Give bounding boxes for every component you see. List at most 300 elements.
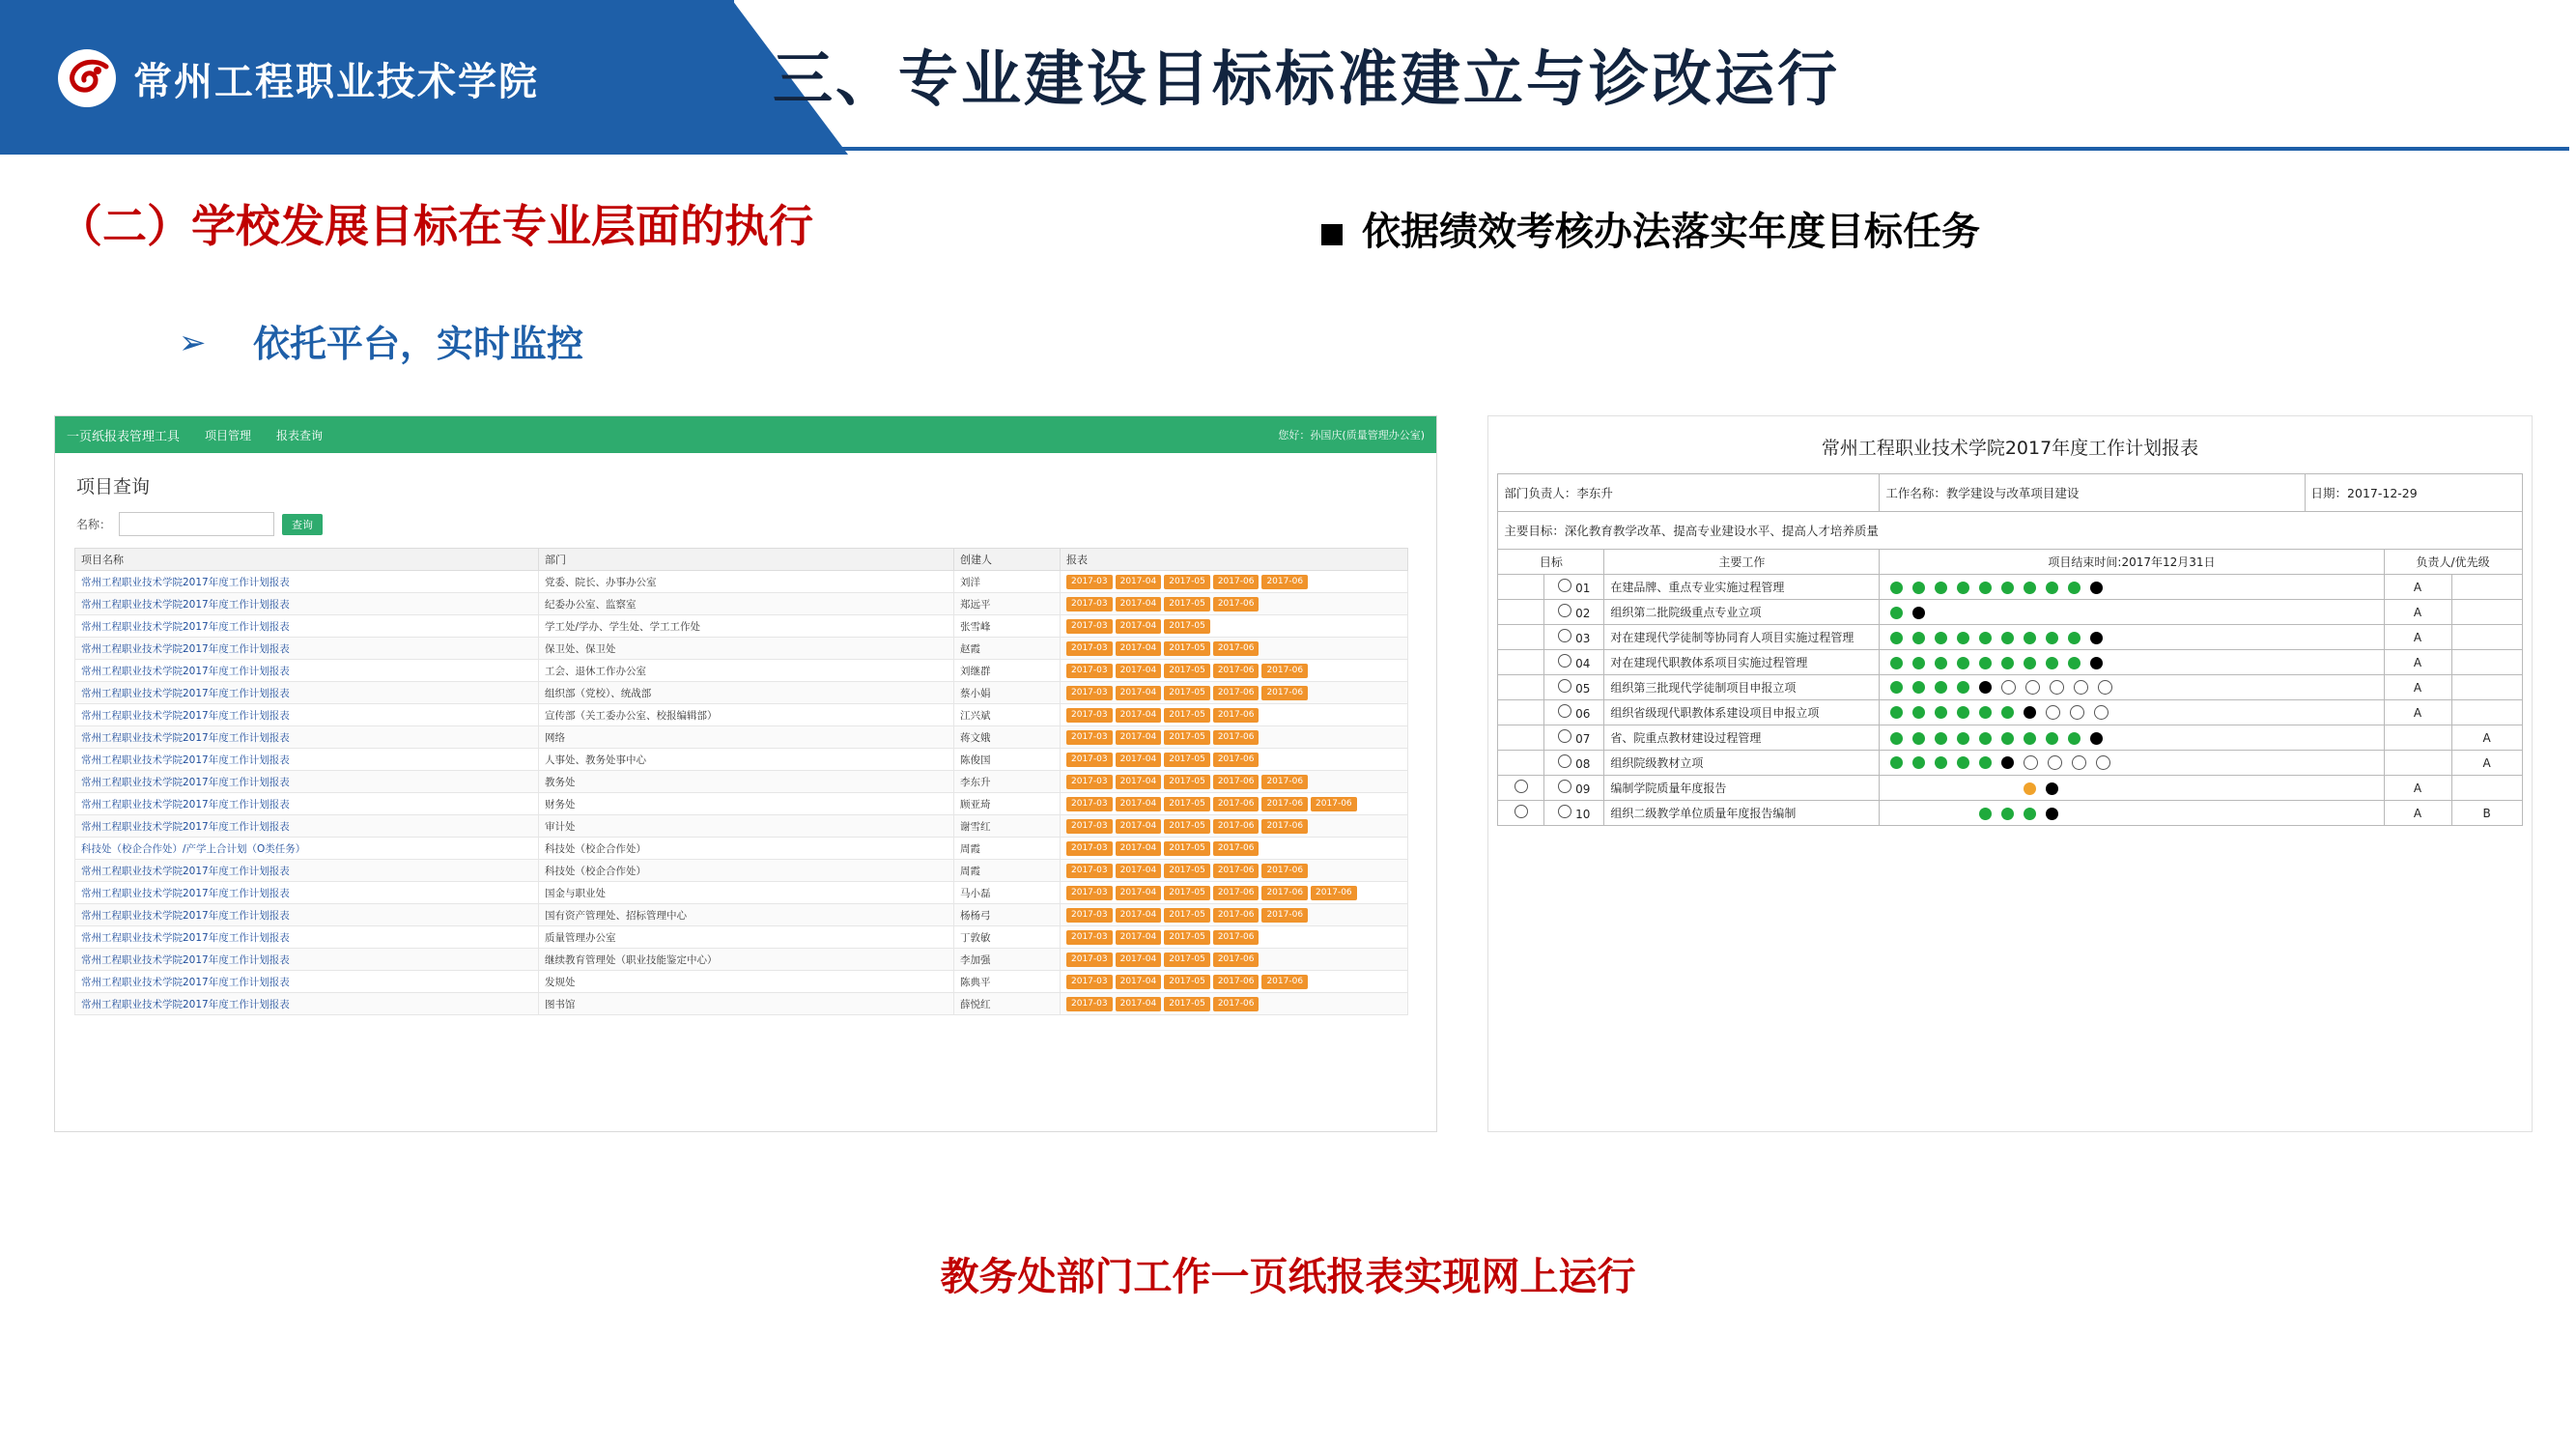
progress-dot-green [1979, 808, 1992, 820]
report-tag[interactable]: 2017-04 [1116, 797, 1162, 811]
report-tag[interactable]: 2017-05 [1164, 664, 1210, 678]
report-tag[interactable]: 2017-05 [1164, 686, 1210, 700]
progress-dot-black [1979, 681, 1992, 694]
report-tag[interactable]: 2017-05 [1164, 908, 1210, 923]
cell-item-no: 10 [1544, 801, 1604, 826]
progress-dot-green [1935, 582, 1947, 594]
table-row[interactable] [75, 593, 1408, 615]
cell-project-name: 常州工程职业技术学院2017年度工作计划报表 [75, 615, 539, 638]
cell-project-name: 常州工程职业技术学院2017年度工作计划报表 [75, 793, 539, 815]
table-row[interactable] [75, 904, 1408, 926]
cell-goal-radio[interactable] [1498, 700, 1544, 725]
report-tag[interactable]: 2017-03 [1066, 597, 1113, 611]
cell-creator: 张雪峰 [954, 615, 1061, 638]
cell-item-no: 06 [1544, 700, 1604, 725]
progress-dot-open [2074, 680, 2088, 695]
progress-dot-open [2096, 755, 2110, 770]
cell-department: 发规处 [539, 971, 954, 993]
table-row[interactable] [75, 726, 1408, 749]
report-tag[interactable]: 2017-03 [1066, 708, 1113, 723]
report-tag[interactable]: 2017-06 [1213, 952, 1260, 967]
radio-icon[interactable] [1558, 654, 1571, 668]
report-tag[interactable]: 2017-05 [1164, 619, 1210, 634]
table-row[interactable] [75, 993, 1408, 1015]
cell-item-no: 04 [1544, 650, 1604, 675]
report-tag[interactable]: 2017-06 [1261, 686, 1308, 700]
cell-report-tags [1061, 971, 1408, 993]
progress-dot-green [1935, 632, 1947, 644]
cell-department: 国有资产管理处、招标管理中心 [539, 904, 954, 926]
report-tag[interactable]: 2017-03 [1066, 753, 1113, 767]
progress-dot-green [2068, 657, 2081, 669]
report-tag[interactable]: 2017-06 [1261, 775, 1308, 789]
cell-department: 党委、院长、办事办公室 [539, 571, 954, 593]
report-tag[interactable]: 2017-05 [1164, 708, 1210, 723]
report-tag[interactable]: 2017-05 [1164, 775, 1210, 789]
report-tag[interactable]: 2017-05 [1164, 841, 1210, 856]
radio-icon[interactable] [1558, 604, 1571, 617]
cell-creator: 陈俊国 [954, 749, 1061, 771]
cell-project-name: 常州工程职业技术学院2017年度工作计划报表 [75, 815, 539, 838]
report-tag[interactable]: 2017-06 [1213, 641, 1260, 656]
report-tag[interactable]: 2017-05 [1164, 864, 1210, 878]
cell-department: 科技处（校企合作处） [539, 860, 954, 882]
progress-dot-black [2090, 632, 2103, 644]
progress-dot-empty [1957, 782, 1969, 795]
cell-owner-primary [2384, 725, 2451, 751]
report-tag[interactable]: 2017-06 [1311, 886, 1357, 900]
report-tag[interactable]: 2017-04 [1116, 908, 1162, 923]
report-tag[interactable]: 2017-06 [1213, 686, 1260, 700]
section-heading-right: 依据绩效考核办法落实年度目标任务 [1362, 210, 1980, 254]
report-tag[interactable]: 2017-05 [1164, 952, 1210, 967]
cell-main-work: 组织第三批现代学徒制项目申报立项 [1604, 675, 1880, 700]
progress-dot-black [2090, 582, 2103, 594]
cell-owner-secondary [2451, 575, 2522, 600]
table-row[interactable] [75, 660, 1408, 682]
report-tag[interactable]: 2017-04 [1116, 664, 1162, 678]
report-tag[interactable]: 2017-04 [1116, 864, 1162, 878]
report-tag[interactable]: 2017-04 [1116, 686, 1162, 700]
report-tag[interactable]: 2017-05 [1164, 641, 1210, 656]
progress-dot-black [2024, 706, 2036, 719]
cell-report-tags [1061, 926, 1408, 949]
cell-department: 继续教育管理处（职业技能鉴定中心） [539, 949, 954, 971]
cell-goal-radio[interactable] [1498, 751, 1544, 776]
cell-owner-primary: A [2384, 575, 2451, 600]
report-tag[interactable]: 2017-04 [1116, 730, 1162, 745]
cell-report-tags [1061, 593, 1408, 615]
cell-department: 宣传部（关工委办公室、校报编辑部） [539, 704, 954, 726]
cell-report-tags [1061, 771, 1408, 793]
report-tag[interactable]: 2017-06 [1213, 997, 1260, 1011]
progress-dot-open [2050, 680, 2064, 695]
progress-dot-green [1912, 706, 1925, 719]
report-tag[interactable]: 2017-05 [1164, 575, 1210, 589]
radio-icon[interactable] [1558, 704, 1571, 718]
cell-owner-secondary [2451, 650, 2522, 675]
report-tag[interactable]: 2017-06 [1261, 886, 1308, 900]
col-project-name: 项目名称 [75, 549, 539, 571]
cell-department: 保卫处、保卫处 [539, 638, 954, 660]
report-tag[interactable]: 2017-03 [1066, 775, 1113, 789]
report-row [1498, 650, 2522, 675]
cell-creator: 周霞 [954, 860, 1061, 882]
report-tag[interactable]: 2017-03 [1066, 886, 1113, 900]
cell-owner-primary: A [2384, 700, 2451, 725]
table-header-row [75, 549, 1408, 571]
cell-owner-primary: A [2384, 600, 2451, 625]
report-tag[interactable]: 2017-06 [1261, 819, 1308, 834]
report-tag[interactable]: 2017-04 [1116, 708, 1162, 723]
cell-department: 网络 [539, 726, 954, 749]
table-row[interactable] [75, 749, 1408, 771]
report-row [1498, 700, 2522, 725]
progress-dot-green [2024, 632, 2036, 644]
table-row[interactable] [75, 971, 1408, 993]
report-tag[interactable]: 2017-03 [1066, 619, 1113, 634]
cell-creator: 马小磊 [954, 882, 1061, 904]
report-tag[interactable]: 2017-03 [1066, 975, 1113, 989]
report-tag[interactable]: 2017-06 [1213, 708, 1260, 723]
report-meta-table [1497, 473, 2522, 826]
report-tag[interactable]: 2017-06 [1213, 797, 1260, 811]
progress-dot-empty [1890, 782, 1903, 795]
report-tag[interactable]: 2017-03 [1066, 864, 1113, 878]
progress-dot-green [2068, 632, 2081, 644]
report-tag[interactable]: 2017-06 [1261, 975, 1308, 989]
progress-dot-black [2046, 782, 2058, 795]
cell-creator: 蒋文娥 [954, 726, 1061, 749]
progress-dot-green [1935, 706, 1947, 719]
table-row[interactable] [75, 638, 1408, 660]
report-tag[interactable]: 2017-05 [1164, 930, 1210, 945]
report-tag[interactable]: 2017-05 [1164, 975, 1210, 989]
report-tag[interactable]: 2017-06 [1213, 930, 1260, 945]
report-tag[interactable]: 2017-03 [1066, 908, 1113, 923]
cell-goal-radio[interactable] [1498, 725, 1544, 751]
progress-dot-green [2046, 632, 2058, 644]
report-tag[interactable]: 2017-03 [1066, 730, 1113, 745]
report-tag[interactable]: 2017-04 [1116, 930, 1162, 945]
report-tag[interactable]: 2017-03 [1066, 997, 1113, 1011]
page-title: 三、专业建设目标标准建立与诊改运行 [773, 43, 1841, 114]
meta-row-1 [1498, 474, 2522, 512]
report-tag[interactable]: 2017-05 [1164, 886, 1210, 900]
report-tag[interactable]: 2017-04 [1116, 819, 1162, 834]
table-row[interactable] [75, 838, 1408, 860]
report-tag[interactable]: 2017-06 [1213, 841, 1260, 856]
cell-goal-radio[interactable] [1498, 776, 1544, 801]
col-owner: 负责人/优先级 [2384, 550, 2522, 575]
report-tag[interactable]: 2017-06 [1261, 575, 1308, 589]
progress-dot-empty [1912, 808, 1925, 820]
report-tag[interactable]: 2017-04 [1116, 886, 1162, 900]
progress-dot-green [1957, 706, 1969, 719]
progress-dot-green [2046, 657, 2058, 669]
cell-department: 组织部（党校）、统战部 [539, 682, 954, 704]
progress-dot-empty [1935, 782, 1947, 795]
report-tag[interactable]: 2017-06 [1213, 975, 1260, 989]
cell-progress-dots [1880, 650, 2384, 675]
col-goal: 目标 [1498, 550, 1604, 575]
meta-owner: 部门负责人：李东升 [1498, 474, 1880, 512]
report-tag[interactable]: 2017-06 [1213, 730, 1260, 745]
report-tag[interactable]: 2017-03 [1066, 797, 1113, 811]
cell-creator: 郑远平 [954, 593, 1061, 615]
cell-report-tags [1061, 638, 1408, 660]
table-row[interactable] [75, 860, 1408, 882]
progress-dot-green [2001, 657, 2014, 669]
one-page-report-screenshot [1487, 415, 2533, 1132]
report-tag[interactable]: 2017-06 [1213, 819, 1260, 834]
cell-report-tags [1061, 704, 1408, 726]
progress-dot-open [2001, 680, 2016, 695]
cell-main-work: 在建品牌、重点专业实施过程管理 [1604, 575, 1880, 600]
cell-goal-radio[interactable] [1498, 575, 1544, 600]
report-tag[interactable]: 2017-06 [1213, 753, 1260, 767]
cell-report-tags [1061, 860, 1408, 882]
nav-item-report-query[interactable]: 报表查询 [276, 428, 324, 442]
report-tag[interactable]: 2017-04 [1116, 997, 1162, 1011]
radio-icon[interactable] [1558, 579, 1571, 592]
cell-project-name: 科技处（校企合作处）/产学上合计划（O类任务） [75, 838, 539, 860]
cell-main-work: 对在建现代职教体系项目实施过程管理 [1604, 650, 1880, 675]
report-tag[interactable]: 2017-04 [1116, 753, 1162, 767]
progress-dot-green [1979, 706, 1992, 719]
square-bullet-icon [1321, 224, 1343, 245]
report-header-row [1498, 550, 2522, 575]
progress-dot-open [2094, 705, 2109, 720]
cell-item-no: 05 [1544, 675, 1604, 700]
table-row[interactable] [75, 571, 1408, 593]
report-row [1498, 675, 2522, 700]
nav-item-project[interactable]: 项目管理 [205, 428, 252, 442]
report-tag[interactable]: 2017-06 [1311, 797, 1357, 811]
report-tag[interactable]: 2017-06 [1213, 775, 1260, 789]
cell-report-tags [1061, 571, 1408, 593]
progress-dot-empty [1890, 808, 1903, 820]
cell-item-no: 01 [1544, 575, 1604, 600]
progress-dot-green [2001, 808, 2014, 820]
progress-dot-green [1890, 632, 1903, 644]
cell-creator: 陈典平 [954, 971, 1061, 993]
cell-report-tags [1061, 904, 1408, 926]
cell-report-tags [1061, 838, 1408, 860]
cell-goal-radio[interactable] [1498, 625, 1544, 650]
report-tag[interactable]: 2017-04 [1116, 841, 1162, 856]
report-tag[interactable]: 2017-06 [1213, 575, 1260, 589]
swirl-logo-icon [56, 47, 118, 109]
cell-owner-secondary: A [2451, 751, 2522, 776]
table-row[interactable] [75, 793, 1408, 815]
cell-department: 国金与职业处 [539, 882, 954, 904]
cell-goal-radio[interactable] [1498, 600, 1544, 625]
table-row[interactable] [75, 949, 1408, 971]
table-row[interactable] [75, 704, 1408, 726]
report-tag[interactable]: 2017-06 [1261, 664, 1308, 678]
cell-owner-secondary: B [2451, 801, 2522, 826]
report-row [1498, 751, 2522, 776]
cell-project-name: 常州工程职业技术学院2017年度工作计划报表 [75, 660, 539, 682]
progress-dot-green [2024, 808, 2036, 820]
radio-icon[interactable] [1558, 629, 1571, 642]
progress-dot-green [2046, 582, 2058, 594]
table-row[interactable] [75, 771, 1408, 793]
radio-icon[interactable] [1514, 805, 1528, 818]
cell-progress-dots [1880, 776, 2384, 801]
search-label: 名称： [76, 518, 112, 531]
progress-dot-green [1935, 756, 1947, 769]
cell-main-work: 组织第二批院级重点专业立项 [1604, 600, 1880, 625]
cell-goal-radio[interactable] [1498, 675, 1544, 700]
cell-project-name: 常州工程职业技术学院2017年度工作计划报表 [75, 926, 539, 949]
report-tag[interactable]: 2017-03 [1066, 641, 1113, 656]
report-tag[interactable]: 2017-03 [1066, 686, 1113, 700]
cell-report-tags [1061, 726, 1408, 749]
cell-progress-dots [1880, 675, 2384, 700]
report-tag[interactable]: 2017-04 [1116, 952, 1162, 967]
col-creator: 创建人 [954, 549, 1061, 571]
cell-progress-dots [1880, 625, 2384, 650]
cell-report-tags [1061, 682, 1408, 704]
radio-icon[interactable] [1558, 805, 1571, 818]
progress-dot-open [2072, 755, 2086, 770]
progress-dot-green [1979, 732, 1992, 745]
progress-dot-green [1957, 732, 1969, 745]
progress-dot-green [2046, 732, 2058, 745]
report-tag[interactable]: 2017-06 [1213, 864, 1260, 878]
progress-dot-green [1912, 632, 1925, 644]
cell-department: 工会、退休工作办公室 [539, 660, 954, 682]
report-tag[interactable]: 2017-03 [1066, 664, 1113, 678]
search-button[interactable]: 查询 [282, 514, 323, 535]
radio-icon[interactable] [1514, 780, 1528, 793]
report-tag[interactable]: 2017-05 [1164, 819, 1210, 834]
report-tag[interactable]: 2017-03 [1066, 575, 1113, 589]
cell-project-name: 常州工程职业技术学院2017年度工作计划报表 [75, 682, 539, 704]
radio-icon[interactable] [1558, 780, 1571, 793]
report-tag[interactable]: 2017-04 [1116, 575, 1162, 589]
report-tag[interactable]: 2017-03 [1066, 930, 1113, 945]
arrow-bullet-icon: ➢ [179, 324, 207, 362]
report-tag[interactable]: 2017-03 [1066, 819, 1113, 834]
table-row[interactable] [75, 926, 1408, 949]
cell-project-name: 常州工程职业技术学院2017年度工作计划报表 [75, 638, 539, 660]
progress-dot-green [1957, 582, 1969, 594]
col-main-work: 主要工作 [1604, 550, 1880, 575]
report-tag[interactable]: 2017-05 [1164, 753, 1210, 767]
cell-creator: 顾亚琦 [954, 793, 1061, 815]
panel-title: 项目查询 [76, 476, 151, 498]
cell-department: 质量管理办公室 [539, 926, 954, 949]
report-tag[interactable]: 2017-03 [1066, 952, 1113, 967]
report-tag[interactable]: 2017-05 [1164, 597, 1210, 611]
report-tag[interactable]: 2017-06 [1213, 597, 1260, 611]
report-tag[interactable]: 2017-04 [1116, 597, 1162, 611]
cell-department: 人事处、教务处事中心 [539, 749, 954, 771]
cell-project-name: 常州工程职业技术学院2017年度工作计划报表 [75, 860, 539, 882]
report-tag[interactable]: 2017-03 [1066, 841, 1113, 856]
progress-dot-open [2025, 680, 2040, 695]
report-tag[interactable]: 2017-06 [1261, 864, 1308, 878]
cell-owner-primary: A [2384, 650, 2451, 675]
report-tag[interactable]: 2017-05 [1164, 997, 1210, 1011]
report-tag[interactable]: 2017-06 [1213, 664, 1260, 678]
report-title: 常州工程职业技术学院2017年度工作计划报表 [1821, 438, 2199, 459]
report-row [1498, 600, 2522, 625]
table-row[interactable] [75, 615, 1408, 638]
cell-owner-secondary [2451, 625, 2522, 650]
cell-progress-dots [1880, 801, 2384, 826]
report-tag[interactable]: 2017-05 [1164, 730, 1210, 745]
radio-icon[interactable] [1558, 754, 1571, 768]
report-tag[interactable]: 2017-04 [1116, 641, 1162, 656]
cell-owner-secondary: A [2451, 725, 2522, 751]
cell-owner-primary [2384, 751, 2451, 776]
progress-dot-black [2090, 732, 2103, 745]
cell-department: 图书馆 [539, 993, 954, 1015]
cell-main-work: 组织二级教学单位质量年度报告编制 [1604, 801, 1880, 826]
user-info: 您好：孙国庆(质量管理办公室) [1278, 429, 1425, 441]
progress-dot-green [1912, 582, 1925, 594]
cell-progress-dots [1880, 725, 2384, 751]
report-tag[interactable]: 2017-05 [1164, 797, 1210, 811]
meta-date: 日期：2017-12-29 [2305, 474, 2522, 512]
cell-creator: 谢雪红 [954, 815, 1061, 838]
meta-workname: 工作名称：教学建设与改革项目建设 [1880, 474, 2305, 512]
cell-department: 审计处 [539, 815, 954, 838]
cell-project-name: 常州工程职业技术学院2017年度工作计划报表 [75, 571, 539, 593]
cell-project-name: 常州工程职业技术学院2017年度工作计划报表 [75, 749, 539, 771]
progress-dot-green [1912, 681, 1925, 694]
report-tag[interactable]: 2017-06 [1261, 908, 1308, 923]
meta-main-goal: 主要目标：深化教育教学改革、提高专业建设水平、提高人才培养质量 [1498, 512, 2522, 550]
cell-goal-radio[interactable] [1498, 650, 1544, 675]
progress-dot-green [1912, 732, 1925, 745]
cell-main-work: 对在建现代学徒制等协同育人项目实施过程管理 [1604, 625, 1880, 650]
table-row[interactable] [75, 682, 1408, 704]
progress-dot-black [2046, 808, 2058, 820]
search-input[interactable] [119, 512, 274, 536]
radio-icon[interactable] [1558, 679, 1571, 693]
cell-report-tags [1061, 993, 1408, 1015]
progress-dot-green [2001, 632, 2014, 644]
cell-goal-radio[interactable] [1498, 801, 1544, 826]
report-row [1498, 801, 2522, 826]
report-tag[interactable]: 2017-04 [1116, 619, 1162, 634]
progress-dot-green [2001, 732, 2014, 745]
report-tag[interactable]: 2017-04 [1116, 775, 1162, 789]
header-rule [744, 147, 2569, 151]
report-tag[interactable]: 2017-06 [1213, 908, 1260, 923]
cell-owner-secondary [2451, 776, 2522, 801]
cell-project-name: 常州工程职业技术学院2017年度工作计划报表 [75, 904, 539, 926]
progress-dot-green [2024, 582, 2036, 594]
report-tag[interactable]: 2017-06 [1213, 886, 1260, 900]
table-row[interactable] [75, 882, 1408, 904]
cell-creator: 蔡小娟 [954, 682, 1061, 704]
progress-dot-empty [1979, 782, 1992, 795]
progress-dot-green [1957, 756, 1969, 769]
report-tag[interactable]: 2017-06 [1261, 797, 1308, 811]
table-row[interactable] [75, 815, 1408, 838]
report-tag[interactable]: 2017-04 [1116, 975, 1162, 989]
progress-dot-open [2048, 755, 2062, 770]
school-logo [56, 43, 655, 113]
radio-icon[interactable] [1558, 729, 1571, 743]
cell-report-tags [1061, 615, 1408, 638]
